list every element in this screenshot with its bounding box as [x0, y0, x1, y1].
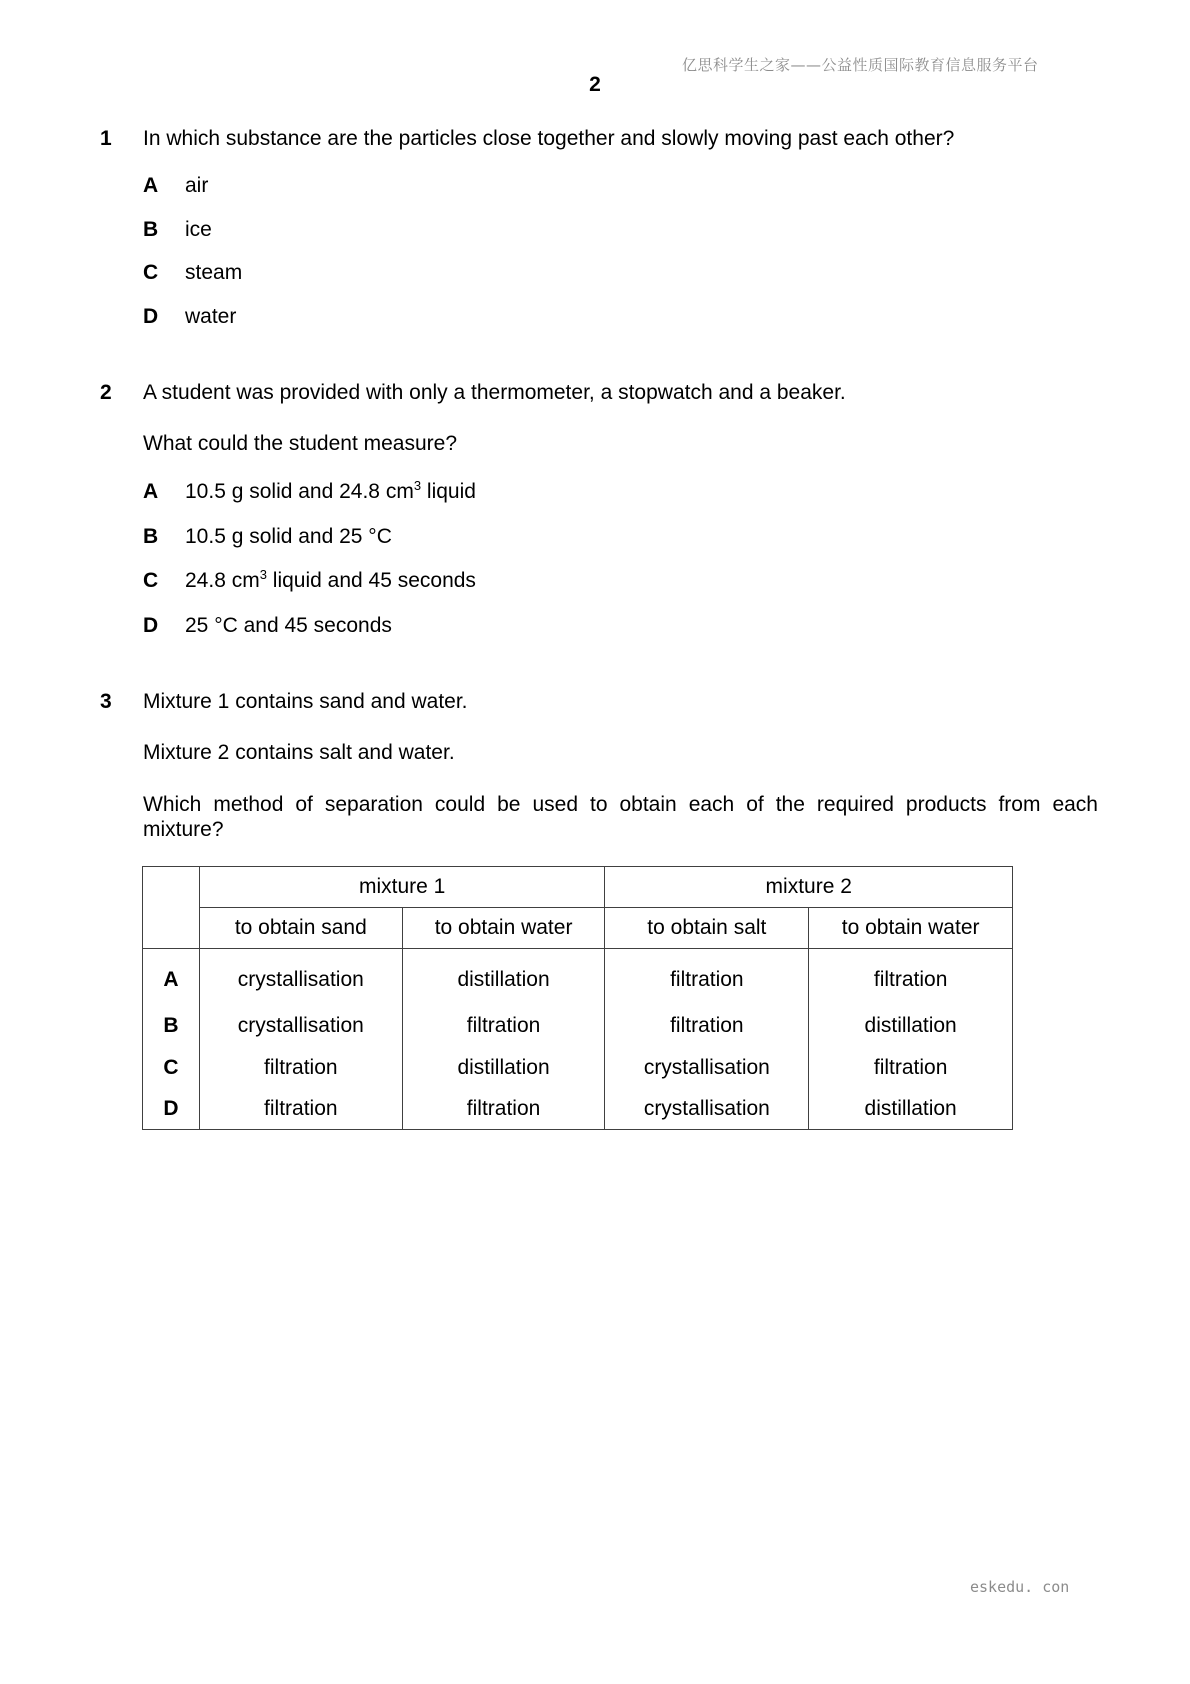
- table-row: [143, 1089, 1013, 1130]
- question-2-number: 2: [100, 381, 112, 404]
- table-cell: distillation: [402, 949, 605, 1006]
- table-row-key: D: [143, 1089, 200, 1130]
- table-cell: crystallisation: [199, 949, 402, 1006]
- question-3-line-2: Mixture 2 contains salt and water.: [143, 741, 455, 764]
- table-cell: crystallisation: [199, 1005, 402, 1047]
- table-corner-cell: [143, 867, 200, 949]
- footer-watermark: eskedu. con: [970, 1578, 1070, 1596]
- table-row-key: B: [143, 1005, 200, 1047]
- table-cell: filtration: [605, 949, 809, 1006]
- q2-option-b-letter: B: [143, 525, 159, 548]
- table-cell: crystallisation: [605, 1047, 809, 1089]
- q2-option-d-text: 25 °C and 45 seconds: [185, 614, 392, 637]
- page-number: 2: [589, 73, 601, 96]
- table-cell: distillation: [809, 1089, 1013, 1130]
- table-row-key: A: [143, 949, 200, 1006]
- separation-methods-table: [142, 866, 1013, 1130]
- table-cell: crystallisation: [605, 1089, 809, 1130]
- table-cell: filtration: [199, 1047, 402, 1089]
- q2-option-c-letter: C: [143, 569, 159, 592]
- table-cell: filtration: [809, 1047, 1013, 1089]
- q1-option-d-letter: D: [143, 305, 159, 328]
- table-group-header-mixture-1: mixture 1: [199, 867, 605, 908]
- question-2-text: A student was provided with only a thermometer, a stopwatch and a beaker.: [143, 381, 846, 404]
- question-3-line-1: Mixture 1 contains sand and water.: [143, 690, 468, 713]
- table-cell: filtration: [402, 1089, 605, 1130]
- question-1-number: 1: [100, 127, 112, 150]
- q1-option-c-text: steam: [185, 261, 243, 284]
- table-cell: filtration: [605, 1005, 809, 1047]
- table-cell: filtration: [809, 949, 1013, 1006]
- q1-option-d-text: water: [185, 305, 237, 328]
- q2-option-b-text: 10.5 g solid and 25 °C: [185, 525, 392, 548]
- question-3-prompt-line-2: mixture?: [143, 818, 224, 841]
- q1-option-c-letter: C: [143, 261, 159, 284]
- q1-option-a-text: air: [185, 174, 209, 197]
- table-row: [143, 1005, 1013, 1047]
- question-1-text: In which substance are the particles close together and slowly moving past each other?: [143, 127, 955, 150]
- q2-option-a-letter: A: [143, 480, 159, 503]
- table-subheader: to obtain water: [402, 908, 605, 949]
- table-group-header-mixture-2: mixture 2: [605, 867, 1013, 908]
- question-3-prompt-line-1: Which method of separation could be used to obtain each of the required products from each: [143, 793, 1098, 816]
- table-cell: filtration: [199, 1089, 402, 1130]
- q2-option-a-text: 10.5 g solid and 24.8 $cm^3$ liquid: [185, 478, 476, 503]
- table-subheader: to obtain sand: [199, 908, 402, 949]
- q1-option-a-letter: A: [143, 174, 159, 197]
- table-row: [143, 949, 1013, 1006]
- table-subheader: to obtain water: [809, 908, 1013, 949]
- table-cell: distillation: [809, 1005, 1013, 1047]
- q2-option-d-letter: D: [143, 614, 159, 637]
- table-row-key: C: [143, 1047, 200, 1089]
- question-3-number: 3: [100, 690, 112, 713]
- header-watermark: 亿思科学生之家——公益性质国际教育信息服务平台: [682, 56, 1039, 74]
- table-cell: distillation: [402, 1047, 605, 1089]
- q1-option-b-text: ice: [185, 218, 212, 241]
- q1-option-b-letter: B: [143, 218, 159, 241]
- table-row: [143, 1047, 1013, 1089]
- q2-option-c-text: 24.8 $cm^3$ liquid and 45 seconds: [185, 567, 476, 592]
- table-cell: filtration: [402, 1005, 605, 1047]
- question-2-prompt: What could the student measure?: [143, 432, 458, 455]
- table-subheader: to obtain salt: [605, 908, 809, 949]
